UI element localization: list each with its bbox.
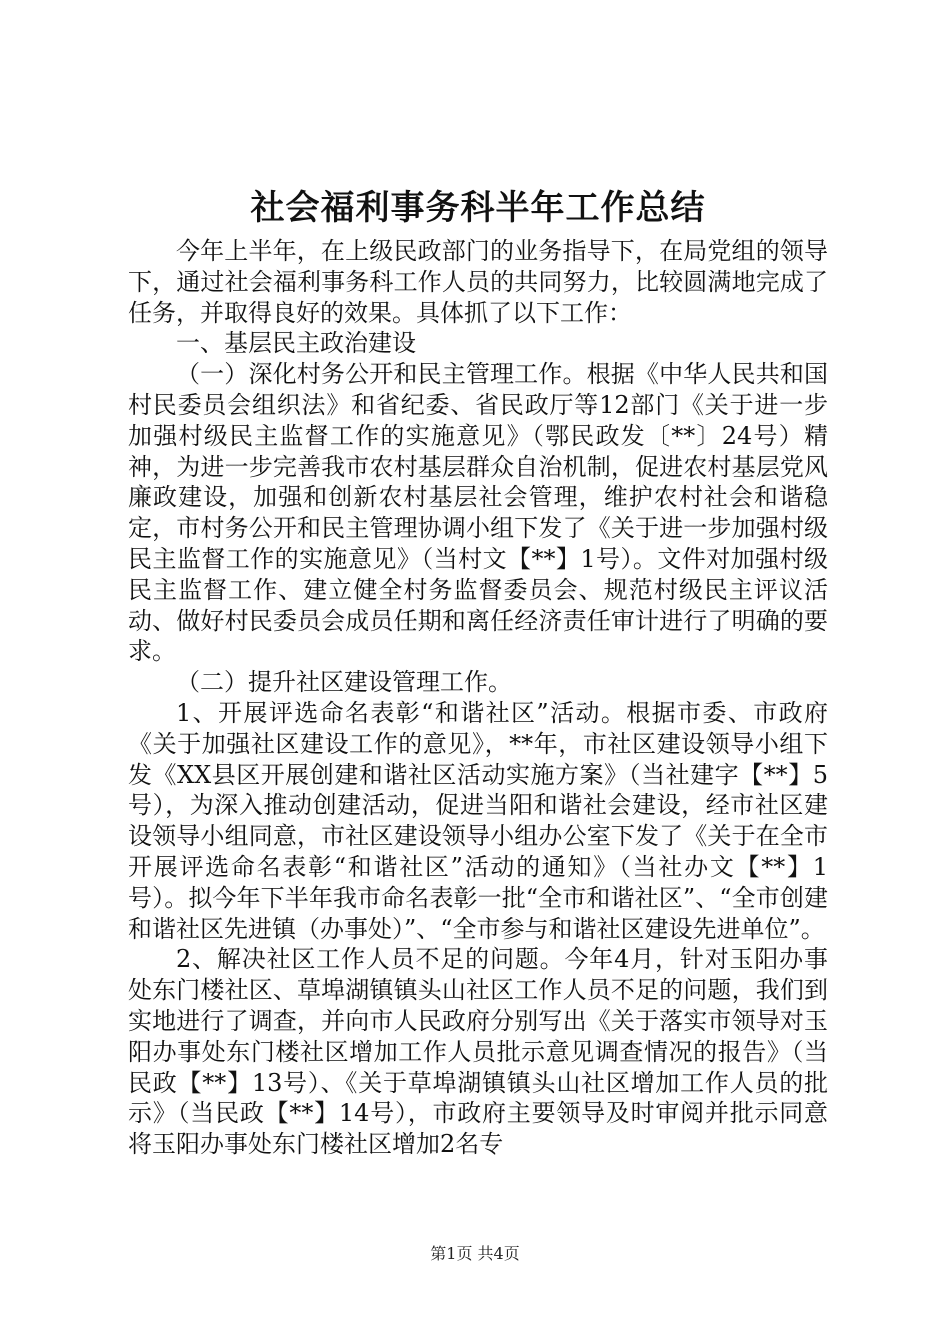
document-page xyxy=(128,182,828,1160)
section-heading-1: 一、基层民主政治建设 xyxy=(176,329,416,358)
document-title: 社会福利事务科半年工作总结 xyxy=(250,188,706,228)
subsection-heading-community: （二）提升社区建设管理工作。 xyxy=(176,668,512,697)
paragraph-harmonious-community: 1、开展评选命名表彰“和谐社区”活动。根据市委、市政府《关于加强社区建设工作的意见》，**年，市社区建设领导小组下发《XX县区开展创建和谐社区活动实施方案》（当社建字【**】5号），为深入推动创建活动，促进当阳和谐社会建设，经市社区建设领导小组同意，市社区建设领导小组办公室下发了《关于在全市开展评选命名表彰“和谐社区”活动的通知》（当社办文【**】1号）。拟今年下半年我市命名表彰一批“全市和谐社区”、“全市创建和谐社区先进镇（办事处）”、“全市参与和谐社区建设先进单位”。 xyxy=(128,698,828,943)
paragraph-village-affairs: （一）深化村务公开和民主管理工作。根据《中华人民共和国村民委员会组织法》和省纪委、省民政厅等12部门《关于进一步加强村级民主监督工作的实施意见》（鄂民政发〔**〕24号）精神，为进一步完善我市农村基层群众自治机制，促进农村基层党风廉政建设，加强和创新农村基层社会管理，维护农村社会和谐稳定，市村务公开和民主管理协调小组下发了《关于进一步加强村级民主监督工作的实施意见》（当村文【**】1号）。文件对加强村级民主监督工作、建立健全村务监督委员会、规范村级民主评议活动、做好村民委员会成员任期和离任经济责任审计进行了明确的要求。 xyxy=(128,360,828,666)
paragraph-staff-shortage: 2、解决社区工作人员不足的问题。今年4月，针对玉阳办事处东门楼社区、草埠湖镇镇头山社区工作人员不足的问题，我们到实地进行了调查，并向市人民政府分别写出《关于落实市领导对玉阳办事处东门楼社区增加工作人员批示意见调查情况的报告》（当民政【**】13号）、《关于草埠湖镇镇头山社区增加工作人员的批示》（当民政【**】14号），市政府主要领导及时审阅并批示同意将玉阳办事处东门楼社区增加2名专 xyxy=(128,945,828,1159)
paragraph-intro: 今年上半年，在上级民政部门的业务指导下，在局党组的领导下，通过社会福利事务科工作人员的共同努力，比较圆满地完成了任务，并取得良好的效果。具体抓了以下工作： xyxy=(128,237,828,327)
page-footer: 第1页 共4页 xyxy=(430,1244,520,1263)
